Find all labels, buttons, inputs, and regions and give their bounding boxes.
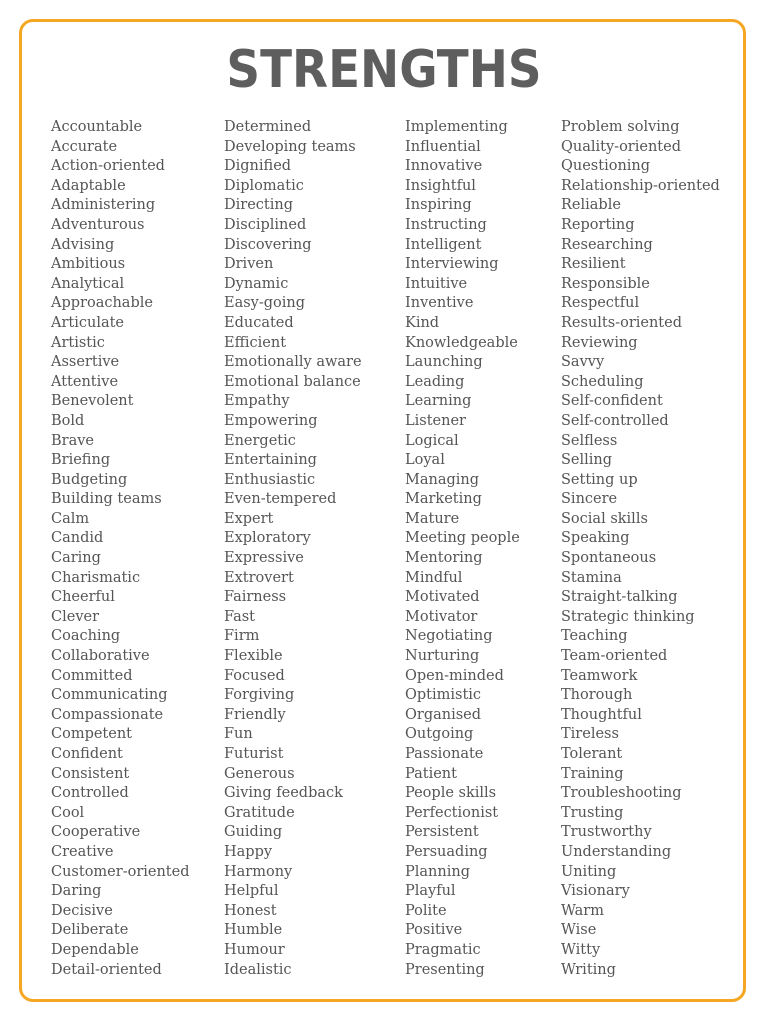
strength-word: Loyal: [405, 452, 445, 469]
strength-word: Cheerful: [51, 589, 115, 606]
strength-word: Deliberate: [51, 922, 129, 939]
strength-word: Troubleshooting: [561, 785, 682, 802]
strength-word: Polite: [405, 902, 447, 919]
strength-word: Energetic: [224, 432, 296, 449]
strength-word: Instructing: [405, 216, 487, 233]
strength-word: Strategic thinking: [561, 608, 695, 625]
strength-word: Marketing: [405, 491, 482, 508]
strength-word: Relationship-oriented: [561, 177, 720, 194]
strength-word: Directing: [224, 197, 293, 214]
strength-word: Managing: [405, 471, 480, 488]
strength-word: Extrovert: [224, 569, 294, 586]
strength-word: Resilient: [561, 256, 626, 273]
strength-word: Collaborative: [51, 648, 150, 665]
strength-word: Expert: [224, 510, 274, 527]
strength-word: Advising: [51, 236, 115, 253]
strength-word: Intuitive: [405, 275, 468, 292]
strength-word: Mature: [405, 510, 460, 527]
strength-word: Teaching: [561, 628, 628, 645]
strength-word: Reviewing: [561, 334, 638, 351]
strength-word: Trustworthy: [561, 824, 652, 841]
strength-word: Friendly: [224, 706, 286, 723]
strength-word: Discovering: [224, 236, 312, 253]
strength-word: Passionate: [405, 746, 484, 762]
strength-word: Generous: [224, 765, 295, 782]
strength-word: Reporting: [561, 216, 635, 233]
strength-word: Dignified: [224, 158, 292, 175]
strength-word: Patient: [405, 765, 457, 782]
strength-word: Harmony: [224, 863, 293, 880]
strength-word: Inventive: [405, 295, 474, 312]
strength-word: Visionary: [561, 883, 630, 900]
strength-word: Controlled: [51, 785, 129, 802]
strength-word: Idealistic: [224, 961, 292, 978]
strength-word: Influential: [405, 138, 481, 155]
strength-word: Scheduling: [561, 373, 644, 390]
strength-word: Motivator: [405, 608, 478, 625]
strength-word: Gratitude: [224, 804, 295, 821]
strength-word: Candid: [51, 530, 104, 547]
strength-word: Futurist: [224, 746, 284, 762]
strength-word: Guiding: [224, 824, 283, 841]
strength-word: Cool: [51, 804, 85, 821]
strength-word: Exploratory: [224, 530, 311, 547]
strength-word: Consistent: [51, 765, 130, 782]
strength-word: Listener: [405, 412, 466, 429]
strength-word: Approachable: [51, 295, 153, 312]
strength-word: Happy: [224, 843, 273, 860]
strength-word: Optimistic: [405, 687, 482, 704]
strength-word: Administering: [51, 197, 156, 214]
strength-word: Decisive: [51, 902, 113, 919]
strength-word: Knowledgeable: [405, 334, 518, 351]
strength-word: Planning: [405, 863, 470, 880]
strength-word: Daring: [51, 883, 102, 900]
strength-word: Detail-oriented: [51, 961, 162, 978]
page-title: STRENGTHS: [226, 40, 542, 100]
strength-word: Negotiating: [405, 628, 493, 645]
strength-word: Emotional balance: [224, 373, 361, 390]
strength-word: Benevolent: [51, 393, 134, 410]
strength-word: Selling: [561, 452, 613, 469]
strength-word: Kind: [405, 314, 440, 331]
strength-word: Customer-oriented: [51, 863, 190, 880]
strength-word: Teamwork: [561, 667, 638, 684]
strength-word: Determined: [224, 119, 312, 135]
strength-word: Presenting: [405, 961, 485, 978]
strength-word: Easy-going: [224, 295, 306, 312]
strength-word: Tolerant: [561, 746, 623, 762]
strength-word: Ambitious: [51, 256, 126, 273]
strength-word: Caring: [51, 550, 101, 567]
strength-word: Respectful: [561, 295, 640, 312]
strength-word: Confident: [51, 746, 123, 762]
strength-word: Giving feedback: [224, 785, 343, 802]
word-column-1: [51, 118, 190, 980]
strength-word: Tireless: [561, 726, 619, 743]
strength-word: Adventurous: [51, 216, 145, 233]
strength-word: Fairness: [224, 589, 287, 606]
strength-word: Briefing: [51, 452, 111, 469]
strength-word: Expressive: [224, 550, 304, 567]
strength-word: Social skills: [561, 510, 648, 527]
strength-word: Persuading: [405, 843, 488, 860]
strength-word: Accountable: [51, 119, 143, 135]
strength-word: Humour: [224, 941, 285, 958]
strength-word: Empowering: [224, 412, 318, 429]
strength-word: Calm: [51, 510, 90, 527]
strength-word: Educated: [224, 314, 294, 331]
strength-word: Playful: [405, 883, 456, 900]
strength-word: Committed: [51, 667, 133, 684]
strength-word: Researching: [561, 236, 653, 253]
strength-word: Building teams: [51, 491, 162, 508]
strength-word: Thorough: [561, 687, 633, 704]
strength-word: Developing teams: [224, 138, 356, 155]
strength-word: Witty: [561, 941, 601, 958]
strength-word: Self-confident: [561, 393, 663, 410]
strength-word: Artistic: [51, 334, 105, 351]
strength-word: Logical: [405, 432, 459, 449]
strength-word: Learning: [405, 393, 472, 410]
strength-word: Self-controlled: [561, 412, 669, 429]
strength-word: Focused: [224, 667, 285, 684]
strength-word: Motivated: [405, 589, 480, 606]
strength-word: Positive: [405, 922, 463, 939]
strength-word: Straight-talking: [561, 589, 678, 606]
strength-word: Articulate: [51, 314, 125, 331]
strength-word: Clever: [51, 608, 100, 625]
strength-word: Reliable: [561, 197, 621, 214]
strength-word: Spontaneous: [561, 550, 657, 567]
strength-word: Organised: [405, 706, 482, 723]
strength-word: Charismatic: [51, 569, 141, 586]
strength-word: Trusting: [561, 804, 624, 821]
strength-word: People skills: [405, 785, 497, 802]
strength-word: Firm: [224, 628, 260, 645]
strength-word: Inspiring: [405, 197, 472, 214]
strength-word: Communicating: [51, 687, 168, 704]
strength-word: Team-oriented: [561, 648, 668, 665]
strength-word: Cooperative: [51, 824, 141, 841]
strength-word: Analytical: [51, 275, 125, 292]
strength-word: Innovative: [405, 158, 483, 175]
strength-word: Fast: [224, 608, 255, 625]
strength-word: Even-tempered: [224, 491, 337, 508]
strength-word: Assertive: [51, 354, 120, 371]
strength-word: Uniting: [561, 863, 617, 880]
strength-word: Dynamic: [224, 275, 289, 292]
strength-word: Questioning: [561, 158, 651, 175]
strength-word: Compassionate: [51, 706, 164, 723]
strength-word: Empathy: [224, 393, 290, 410]
strength-word: Stamina: [561, 569, 622, 586]
strength-word: Helpful: [224, 883, 279, 900]
strength-word: Writing: [561, 961, 616, 978]
strength-word: Accurate: [51, 138, 118, 155]
strength-word: Competent: [51, 726, 133, 743]
strength-word: Humble: [224, 922, 283, 939]
strength-word: Thoughtful: [561, 706, 642, 723]
strength-word: Honest: [224, 902, 277, 919]
strength-word: Efficient: [224, 334, 287, 351]
word-column-2: [224, 118, 362, 980]
strength-word: Disciplined: [224, 216, 307, 233]
strength-word: Adaptable: [51, 177, 126, 194]
strength-word: Open-minded: [405, 667, 504, 684]
strength-word: Enthusiastic: [224, 471, 316, 488]
word-column-3: [405, 118, 520, 980]
strength-word: Dependable: [51, 941, 139, 958]
strength-word: Perfectionist: [405, 804, 499, 821]
strength-word: Outgoing: [405, 726, 474, 743]
strength-word: Nurturing: [405, 648, 480, 665]
strength-word: Understanding: [561, 843, 672, 860]
strength-word: Intelligent: [405, 236, 482, 253]
strength-word: Savvy: [561, 354, 605, 371]
strength-word: Diplomatic: [224, 177, 304, 194]
strength-word: Sincere: [561, 491, 618, 508]
strength-word: Action-oriented: [51, 158, 165, 175]
strength-word: Interviewing: [405, 256, 499, 273]
strength-word: Warm: [561, 902, 604, 919]
strength-word: Fun: [224, 726, 253, 743]
strength-word: Forgiving: [224, 687, 295, 704]
strength-word: Launching: [405, 354, 483, 371]
strength-word: Implementing: [405, 119, 508, 135]
strength-word: Mentoring: [405, 550, 483, 567]
strength-word: Persistent: [405, 824, 479, 841]
strength-word: Meeting people: [405, 530, 520, 547]
strength-word: Problem solving: [561, 119, 680, 135]
strength-word: Pragmatic: [405, 941, 481, 958]
strength-word: Brave: [51, 432, 95, 449]
strength-word: Entertaining: [224, 452, 317, 469]
strength-word: Creative: [51, 843, 114, 860]
strength-word: Attentive: [51, 373, 119, 390]
strength-word: Wise: [561, 922, 597, 939]
strength-word: Emotionally aware: [224, 354, 362, 371]
strength-word: Setting up: [561, 471, 638, 488]
strength-word: Speaking: [561, 530, 630, 547]
strength-word: Budgeting: [51, 471, 128, 488]
strength-word: Results-oriented: [561, 314, 682, 331]
strength-word: Selfless: [561, 432, 618, 449]
strength-word: Training: [561, 765, 624, 782]
strength-word: Mindful: [405, 569, 463, 586]
strength-word: Leading: [405, 373, 465, 390]
strength-word: Bold: [51, 412, 85, 429]
strength-word: Driven: [224, 256, 274, 273]
strength-word: Quality-oriented: [561, 138, 681, 155]
strength-word: Insightful: [405, 177, 476, 194]
strength-word: Coaching: [51, 628, 121, 645]
word-column-4: [561, 118, 720, 980]
strength-word: Responsible: [561, 275, 650, 292]
strength-word: Flexible: [224, 648, 283, 665]
